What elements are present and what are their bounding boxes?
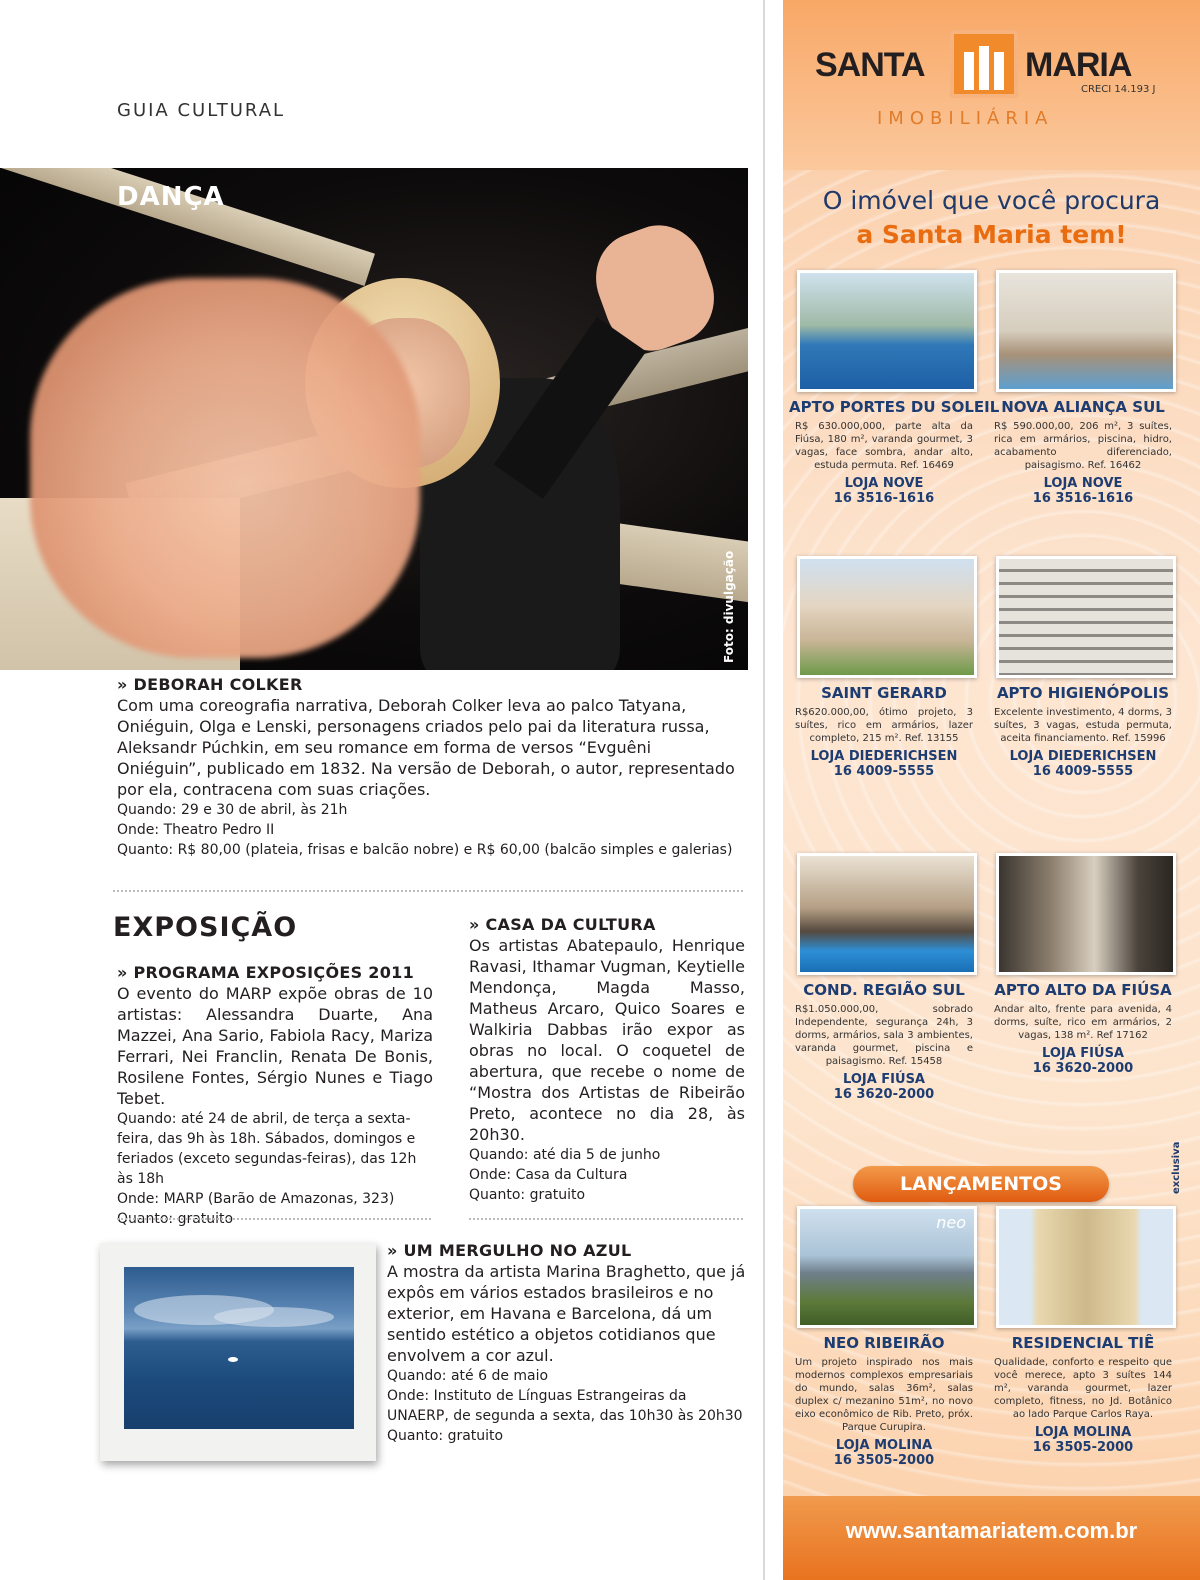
exhibition-section-title: EXPOSIÇÃO [113, 912, 298, 943]
listing-card[interactable] [988, 270, 1178, 506]
article-heading: » DEBORAH COLKER [117, 675, 303, 694]
listing-photo [797, 556, 977, 678]
listing-phone: 16 3516-1616 [1032, 491, 1134, 506]
when-label: Quando: [387, 1368, 447, 1384]
launch-store: LOJA MOLINA [1034, 1425, 1132, 1440]
article-body: Os artistas Abatepaulo, Henrique Ravasi, Ithamar Vugman, Keytielle Mendonça, Magda Masso, Matheus Arcaro, Quico Soares e Walkiria Dabbas irão expor as obras no local. O coquetel de abertura, que recebe o nome de “Mostra dos Artistas de Ribeirão Preto, acontece no dia 28, às 20h30. [469, 936, 745, 1144]
article-where: Onde: Instituto de Línguas Estrangeiras da UNAERP, de segunda a sexta, das 10h30 às 20h30 [387, 1388, 743, 1424]
article-heading: » CASA DA CULTURA [469, 915, 656, 934]
where-label: Onde: [469, 1167, 512, 1183]
article-where: Onde: Casa da Cultura [469, 1167, 628, 1183]
launch-description: Qualidade, conforto e respeito que você merece, apto 3 suítes 144 m², varanda gourmet, lazer completo, fitness, no Jd. Botânico ao lado Parque Carlos Raya. [994, 1357, 1172, 1420]
when-label: Quando: [469, 1147, 529, 1163]
price-label: Quanto: [469, 1187, 526, 1203]
where-label: Onde: [117, 1191, 160, 1207]
boat [228, 1357, 238, 1362]
listing-phone: 16 3620-2000 [1032, 1061, 1134, 1076]
listing-photo [797, 853, 977, 975]
article-body: A mostra da artista Marina Braghetto, que já expôs em vários estados brasileiros e no exterior, em Havana e Barcelona, dá um sentido estético a objetos cotidianos que envolvem a cor azul. [387, 1262, 746, 1365]
listing-phone: 16 4009-5555 [833, 764, 935, 779]
listing-description: R$ 590.000,00, 206 m², 3 suítes, rica em armários, piscina, hidro, acabamento diferenciado, paisagismo. Ref. 16462 [994, 421, 1172, 471]
article-when: Quando: até 6 de maio [387, 1368, 549, 1384]
article-heading: » UM MERGULHO NO AZUL [387, 1241, 632, 1260]
price-label: Quanto: [387, 1428, 444, 1444]
launch-phone: 16 3505-2000 [1032, 1440, 1134, 1455]
divider [117, 1218, 431, 1220]
listing-card[interactable] [789, 853, 979, 1102]
dance-photo [0, 168, 748, 670]
listing-description: R$ 630.000,000, parte alta da Fiúsa, 180 m², varanda gourmet, 3 vagas, face sombra, andar alto, estuda permuta. Ref. 16469 [795, 421, 973, 471]
column-divider [763, 0, 765, 1580]
neo-logo: neo [936, 1213, 966, 1232]
listing-store: LOJA FIÚSA [843, 1072, 925, 1087]
listing-name: COND. REGIÃO SUL [803, 981, 965, 999]
listing-phone: 16 4009-5555 [1032, 764, 1134, 779]
article-body: O evento do MARP expõe obras de 10 artistas: Alessandra Duarte, Ana Mazzei, Ana Sario, Fabiola Racy, Mariza Ferrari, Nei Franclin, Renata De Bonis, Rosilene Fontes, Sérgio Nunes e Tiago Tebet. [117, 984, 433, 1108]
launch-photo [797, 1206, 977, 1328]
article-when: Quando: 29 e 30 de abril, às 21h [117, 802, 348, 818]
launch-name: NEO RIBEIRÃO [823, 1334, 945, 1352]
listing-card[interactable] [789, 556, 979, 779]
dance-article [117, 674, 737, 860]
exhibition-article [117, 962, 433, 1229]
price-label: Quanto: [117, 1211, 174, 1227]
listing-photo [996, 556, 1176, 678]
where-label: Onde: [387, 1388, 430, 1404]
framed-artwork [100, 1243, 376, 1461]
launch-card[interactable] [988, 1206, 1178, 1455]
article-price: Quanto: gratuito [117, 1211, 234, 1227]
launch-description: Um projeto inspirado nos mais modernos complexos empresariais do mundo, salas 36m², salas duplex c/ mezanino 51m², no novo eixo econômico de Rib. Preto, próx. Parque Curupira. [795, 1357, 973, 1433]
when-label: Quando: [117, 1111, 177, 1127]
listing-name: SAINT GERARD [821, 684, 947, 702]
brand-right: MARIA [1025, 46, 1132, 84]
listing-name: APTO PORTES DU SOLEIL [789, 398, 1000, 416]
cloud [214, 1307, 334, 1327]
exclusive-tag: exclusiva [1171, 1141, 1182, 1194]
launch-photo [996, 1206, 1176, 1328]
launches-banner: LANÇAMENTOS [853, 1166, 1109, 1202]
slogan-line-2: a Santa Maria tem! [856, 220, 1127, 249]
listing-card[interactable] [988, 853, 1178, 1076]
price-label: Quanto: [117, 842, 174, 858]
where-label: Onde: [117, 822, 160, 838]
brand-subtitle: IMOBILIÁRIA [877, 108, 1054, 129]
listing-photo [797, 270, 977, 392]
website-url[interactable]: www.santamariatem.com.br [783, 1496, 1200, 1580]
article-heading: » PROGRAMA EXPOSIÇÕES 2011 [117, 963, 415, 982]
listing-phone: 16 3620-2000 [833, 1087, 935, 1102]
blue-sea-photo [124, 1267, 354, 1429]
listing-store: LOJA FIÚSA [1042, 1046, 1124, 1061]
article-when: Quando: até 24 de abril, de terça a sexta-feira, das 9h às 18h. Sábados, domingos e feriados (exceto segundas-feiras), das 12h às 18h [117, 1111, 417, 1187]
dancer-open-hand [30, 278, 420, 658]
launch-store: LOJA MOLINA [835, 1438, 933, 1453]
article-when: Quando: até dia 5 de junho [469, 1147, 661, 1163]
listing-description: Excelente investimento, 4 dorms, 3 suítes, 3 vagas, estuda permuta, aceita financiamento. Ref. 15996 [994, 707, 1172, 744]
listing-name: APTO ALTO DA FIÚSA [994, 981, 1172, 999]
when-label: Quando: [117, 802, 177, 818]
listing-description: R$620.000,00, ótimo projeto, 3 suítes, rico em armários, lazer completo, 215 m². Ref. 13155 [795, 707, 973, 744]
listing-store: LOJA NOVE [1043, 476, 1123, 491]
listing-description: Andar alto, frente para avenida, 4 dorms, suíte, rico em armários, 2 vagas, 138 m². Ref 17162 [994, 1004, 1172, 1041]
article-where: Onde: Theatro Pedro II [117, 822, 275, 838]
launch-name: RESIDENCIAL TIÊ [1011, 1334, 1155, 1352]
exhibition-article [387, 1240, 747, 1446]
listing-store: LOJA DIEDERICHSEN [1009, 749, 1157, 764]
exhibition-article [469, 914, 745, 1205]
listing-name: APTO HIGIENÓPOLIS [996, 684, 1170, 702]
slogan-line-1: O imóvel que você procura [822, 186, 1161, 215]
divider [113, 890, 743, 892]
article-body: Com uma coreografia narrativa, Deborah Colker leva ao palco Tatyana, Oniéguin, Olga e Lenski, personagens criados pelo pai da literatura russa, Aleksandr Púchkin, em seu romance em forma de versos “Evguêni Oniéguin”, publicado em 1832. Na versão de Deborah, o autor, representado por ela, contracena com suas criações. [117, 696, 735, 799]
brand-left: SANTA [815, 46, 925, 84]
creci-number: CRECI 14.193 J [1081, 84, 1156, 95]
article-where: Onde: MARP (Barão de Amazonas, 323) [117, 1191, 395, 1207]
listing-card[interactable] [988, 556, 1178, 779]
real-estate-ad [783, 0, 1200, 1580]
listing-store: LOJA DIEDERICHSEN [810, 749, 958, 764]
launch-card[interactable] [789, 1206, 979, 1468]
dance-section-title: DANÇA [117, 182, 225, 212]
listing-card[interactable] [789, 270, 1000, 506]
listing-photo [996, 853, 1176, 975]
listing-store: LOJA NOVE [844, 476, 924, 491]
article-price: Quanto: R$ 80,00 (plateia, frisas e balcão nobre) e R$ 60,00 (balcão simples e galerias) [117, 842, 733, 858]
launch-phone: 16 3505-2000 [833, 1453, 935, 1468]
listing-name: NOVA ALIANÇA SUL [1001, 398, 1165, 416]
listing-description: R$1.050.000,00, sobrado Independente, segurança 24h, 3 dorms, armários, sala 3 ambientes, varanda gourmet, piscina e paisagismo. Ref. 15458 [795, 1004, 973, 1067]
article-price: Quanto: gratuito [469, 1187, 586, 1203]
listing-photo [996, 270, 1176, 392]
article-price: Quanto: gratuito [387, 1428, 504, 1444]
section-label: GUIA CULTURAL [117, 100, 286, 121]
photo-credit: Foto: divulgação [722, 550, 736, 663]
divider [469, 1218, 743, 1220]
listing-phone: 16 3516-1616 [833, 491, 935, 506]
logo-mark-icon [950, 30, 1018, 98]
